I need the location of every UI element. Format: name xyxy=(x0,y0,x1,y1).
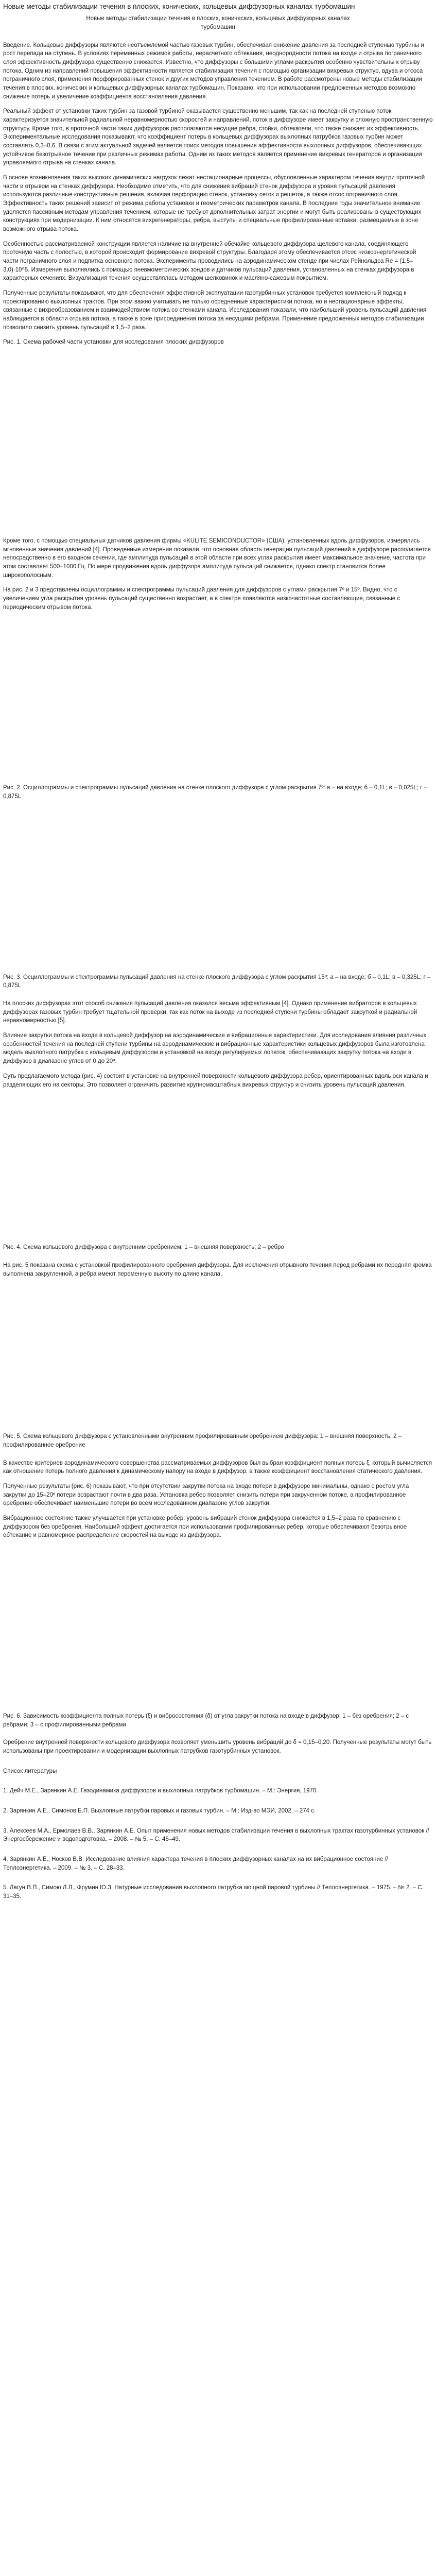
figure-caption: Рис. 2. Осциллограммы и спектрограммы пульсаций давления на стенке плоского диффузора с углом раскрытия 7º: а – на входе; б – 0,1L; в – 0,025L; г – 0,875L xyxy=(3,785,427,800)
figure-image-6 xyxy=(3,1550,433,1705)
figure-caption: Рис. 5. Схема кольцевого диффузора с установленными внутренним профилированным оребрением диффузора: 1 – внешняя поверхность; 2 – профилированное оребрение xyxy=(3,1433,402,1448)
paragraph: На рис. 5 показана схема с установкой профилированного оребрения диффузора. Для исключения отрывного течения перед ребрами их передняя кромка выполнена закругленной, а ребра имеют переменную высоту по длине канала. xyxy=(3,1262,432,1277)
figure-caption: Рис. 1. Схема рабочей части установки для исследования плоских диффузоров xyxy=(3,339,224,346)
figure-caption: Рис. 4. Схема кольцевого диффузора с внутренним оребрением: 1 – внешняя поверхность; 2 – ребро xyxy=(3,1244,284,1251)
reference-item: 4. Зарянкин А.Е., Носков В.В. Исследование влияния характера течения в плоских диффузорных каналах на их вибрационное состояние // Теплоэнергетика. – 2009. – № 3. – С. 28–33. xyxy=(3,1856,388,1871)
paragraph: На плоских диффузорах этот способ снижения пульсаций давления оказался весьма эффективным [4]. Однако применение вибраторов в кольцевых диффузорах газовых турбин требует тщательной проверки, так как поток на выходе из последней ступени турбины обладает закруткой и радиальной неравномерностью [5]. xyxy=(3,1001,417,1024)
paragraph: На рис. 2 и 3 представлены осциллограммы и спектрограммы пульсаций давления для диффузоров с углами раскрытия 7º и 15º. Видно, что с увеличением угла раскрытия уровень пульсаций существенно возрастает, а в спектре появляются низкочастотные составляющие, связанные с периодическим отрывом потока. xyxy=(3,587,400,611)
paragraph: Оребрение внутренней поверхности кольцевого диффузора позволяет уменьшить уровень вибраций до δ = 0,15–0,20. Полученные результаты могут быть использованы при проектировании и модернизации выхлопных патрубков газотурбинных установок. xyxy=(3,1739,432,1754)
figure-image-4 xyxy=(3,1099,433,1236)
paragraph: Реальный эффект от установки таких турбин за газовой турбиной оказывается существенно меньшим, так как на последней ступенью поток характеризуется значительной радиальной неравномерностью скоростей и направлений, поток в диффузоре имеет закрутку и сложную пространственную структуру. Кроме того, в проточной части таких диффузоров располагаются несущие ребра, стойки, обтекатели, что также снижает их эффективность. Экспериментальные исследования показывают, что коэффициент потерь в кольцевых диффузорах выхлопных патрубков газовых турбин может составлять 0,3–0,6. В связи с этим актуальной задачей является поиск методов повышения эффективности выхлопных диффузоров, обеспечивающих устойчивое безотрывное течение при различных режимах работы. Одним из таких методов является применение вихревых генераторов и организация управляемого отрыва на стенках канала. xyxy=(3,108,433,166)
paragraph: Полученные результаты показывают, что для обеспечения эффективной эксплуатации газотурбинных установок требуется комплексный подход к проектированию выхлопных трактов. При этом важно учитывать не только осредненные характеристики потока, но и нестационарные эффекты, связанные с вихреобразованием и взаимодействием потока со стенками канала. Исследования показали, что наибольший уровень пульсаций давления наблюдается в области отрыва потока, а также в зоне присоединения потока за несущими ребрами. Применение предложенных методов стабилизации позволило снизить уровень пульсаций в 1,5–2 раза. xyxy=(3,290,427,331)
reference-item: 5. Лагун В.П., Симою Л.Л., Фрумин Ю.З. Натурные исследования выхлопного патрубка мощной паровой турбины // Теплоэнергетика. – 1975. – № 2. – С. 31–35. xyxy=(3,1885,424,1900)
figure-caption: Рис. 3. Осциллограммы и спектрограммы пульсаций давления на стенке плоского диффузора с углом раскрытия 15º: а – на входе; б – 0,1L; в – 0,325L; г – 0,875L xyxy=(3,974,431,989)
figure-image-2 xyxy=(3,622,433,776)
reference-item: 3. Алексеев М.А., Ермолаев В.В., Зарянкин А.Е. Опыт применения новых методов стабилизации течения в выхлопных трактах газотурбинных установок // Энергосбережение и водоподготовка. – 2008. – № 5. – С. 46–49. xyxy=(3,1827,429,1843)
paragraph: Влияние закрутки потока на входе в кольцевой диффузор на аэродинамические и вибрационные характеристики. Для исследования влияния различных особенностей течения на последней ступени турбины на аэродинамические и вибрационные характеристики кольцевых диффузоров была изготовлена модель выхлопного патрубка с кольцевым диффузором и установкой на входе регулируемых лопаток, обеспечивающих закрутку потока на входе в диффузор в диапазоне углов от 0 до 20º. xyxy=(3,1032,427,1065)
figure-image-1 xyxy=(3,357,433,530)
paragraph: Суть предлагаемого метода (рис. 4) состоит в установке на внутренней поверхности кольцевого диффузора ребер, ориентированных вдоль оси канала и разделяющих его на секторы. Это позволяет ограничить развитие крупномасштабных вихревых структур и снизить уровень пульсаций давления. xyxy=(3,1073,428,1088)
paragraph: Особенностью рассматриваемой конструкции является наличие на внутренней обечайке кольцевого диффузора щелевого канала, соединяющего проточную часть с полостью, в которой происходит формирование вихревой структуры. Благодаря этому обеспечивается отсос низкоэнергетической части пограничного слоя и подпитка основного потока. Эксперименты проводились на аэродинамическом стенде при числах Рейнольдса Re = (1,5–3,0)·10^5. Измерения выполнялись с помощью пневмометрических зондов и датчиков пульсаций давления, установленных на стенках диффузора в характерных сечениях. Визуализация течения осуществлялась методом шелковинок и масляно-сажевым покрытием. xyxy=(3,241,416,282)
reference-item: 1. Дейч М.Е., Зарянкин А.Е. Газодинамика диффузоров и выхлопных патрубков турбомашин. – М.: Энергия, 1970. xyxy=(3,1788,318,1794)
figure-image-3 xyxy=(3,811,433,966)
figure-caption: Рис. 6. Зависимость коэффициента полных потерь (ξ) и вибросостояния (δ) от угла закрутки потока на входе в диффузор: 1 – без оребрения; 2 – с ребрами; 3 – с профилированными ребрами xyxy=(3,1713,409,1728)
paragraph: В качестве критериев аэродинамического совершенства рассматриваемых диффузоров был выбран коэффициент полных потерь ξ, который вычисляется как отношение потерь полного давления к динамическому напору на входе в диффузор, а также коэффициент восстановления статического давления. xyxy=(3,1460,432,1475)
paragraph: Кроме того, с помощью специальных датчиков давления фирмы «KULITE SEMICONDUCTOR» (США), установленных вдоль диффузоров, измерялись мгновенные значения давлений [4]. Проведенные измерения показали, что основная область генерации пульсаций давлений в диффузоре располагается непосредственно в его входном сечении, где амплитуда пульсаций в этой области при всех углах раскрытия имеет максимальное значение, частота при этом составляет 500–1000 Гц. По мере продвижения вдоль диффузора амплитуда пульсаций снижается, однако спектр становится более широкополосным. xyxy=(3,538,431,579)
page-title: Новые методы стабилизации течения в плоских, конических, кольцевых диффузорных каналах турбомашин xyxy=(3,3,355,10)
paragraph: Вибрационное состояние также улучшается при установке ребер: уровень вибраций стенок диффузора снижается в 1,5–2 раза по сравнению с диффузором без оребрения. Наибольший эффект достигается при использовании профилированных ребер, которые обеспечивают безотрывное обтекание и равномерное распределение скоростей на выходе из диффузора. xyxy=(3,1515,407,1539)
reference-item: 2. Зарянкин А.Е., Симонов Б.П. Выхлопные патрубки паровых и газовых турбин. – М.: Изд-во МЭИ, 2002. – 274 с. xyxy=(3,1807,316,1814)
figure-image-5 xyxy=(3,1289,433,1425)
paragraph-intro: Введение. Кольцевые диффузоры являются неотъемлемой частью газовых турбин, обеспечивая снижение давления за последней ступенью турбины и рост перепада на ступень. В условиях переменных режимов работы, нерасчетного обтекания, неоднородности потока на входе и отрыва пограничного слоя эффективность диффузора существенно снижается. Известно, что диффузоры с большими углами раскрытия особенно чувствительны к отрыву потока. Одним из направлений повышения эффективности является стабилизация течения с помощью организации вихревых структур, вдува и отсоса пограничного слоя, применения перфорированных стенок и других методов управления течением. В работе рассмотрены новые методы стабилизации течения в плоских, конических и кольцевых диффузорных каналах турбомашин. Показано, что при использовании предложенных методов возможно снижение потерь и увеличение коэффициента восстановления давления. xyxy=(3,42,424,100)
paragraph: В основе возникновения таких высоких динамических нагрузок лежат нестационарные процессы, обусловленные характером течения внутри проточной части и отрывом на стенках диффузора. Необходимо отметить, что для снижения вибраций стенок диффузора и уровня пульсаций давления используются различные конструктивные решения, включая перфорацию стенок, установку сеток и решеток, а также отсос пограничного слоя. Эффективность таких решений зависит от режима работы установки и геометрических параметров канала. В последние годы значительное внимание уделяется пассивным методам управления течением, которые не требуют дополнительных затрат энергии и могут быть реализованы в существующих конструкциях при модернизации. К ним относятся вихрегенераторы, ребра, выступы и специальные профилированные вставки, размещаемые в зоне возможного отрыва потока. xyxy=(3,174,425,232)
references-heading: Список литературы xyxy=(3,1768,57,1774)
paragraph: Полученные результаты (рис. 6) показывают, что при отсутствии закрутки потока на входе потери в диффузоре минимальны, однако с ростом угла закрутки до 15–20º потери возрастают почти в два раза. Установка ребер позволяет снизить потери при закрученном потоке, а профилированное оребрение обеспечивает наименьшие потери во всем исследованном диапазоне углов закрутки. xyxy=(3,1483,409,1507)
page-subtitle: Новые методы стабилизации течения в плоских, конических, кольцевых диффузорных каналах турбомашин xyxy=(86,15,350,30)
